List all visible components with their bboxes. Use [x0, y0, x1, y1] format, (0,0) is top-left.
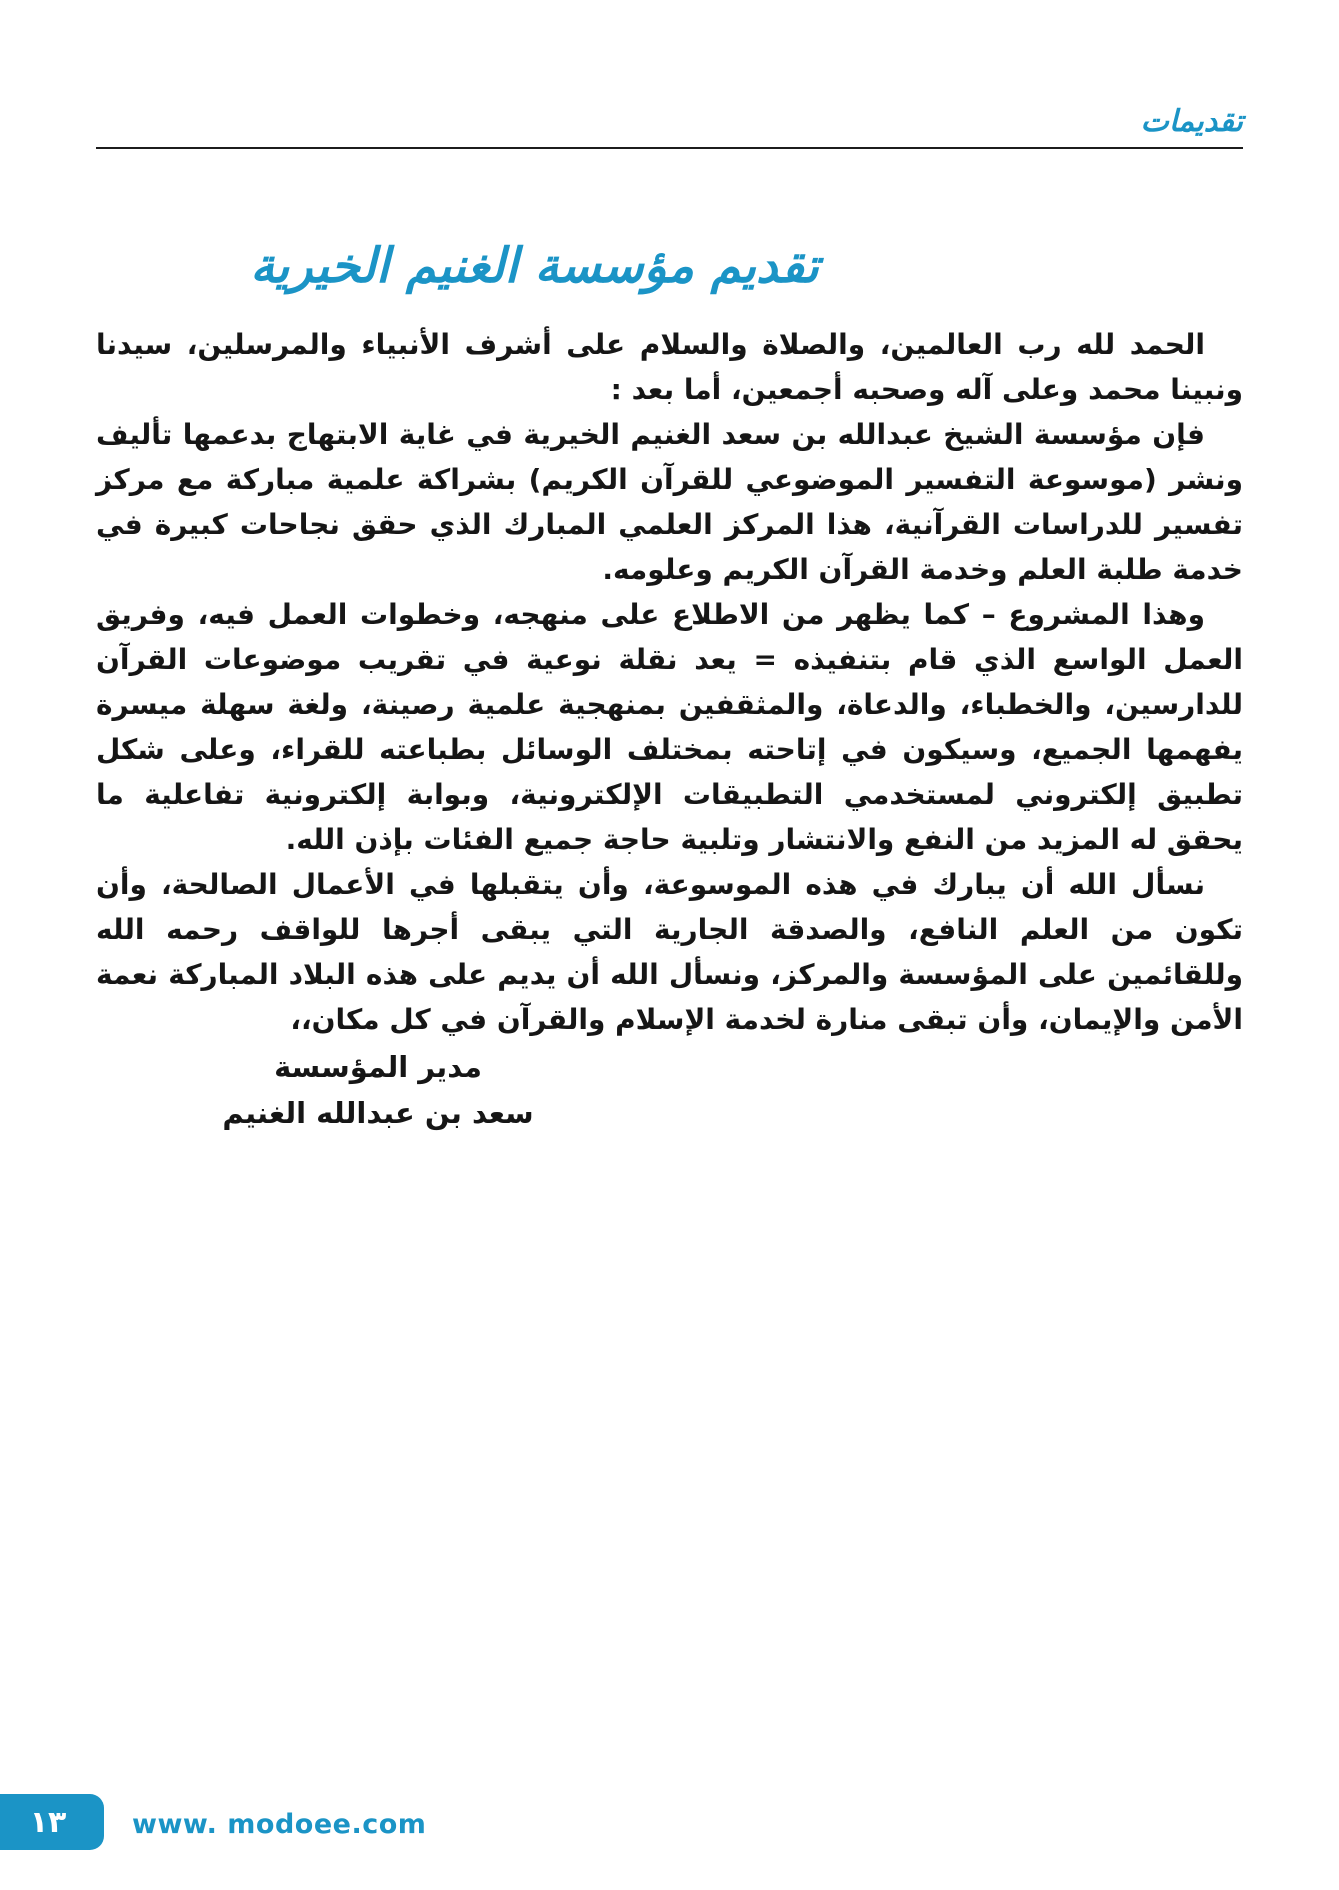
- running-header-label: تقديمات: [1140, 104, 1243, 139]
- signature-block: [213, 1044, 543, 1136]
- header-rule: [96, 147, 1243, 149]
- paragraph-4: نسأل الله أن يبارك في هذه الموسوعة، وأن يتقبلها في الأعمال الصالحة، وأن تكون من العلم النافع، والصدقة الجارية التي يبقى أجرها للواقف رحمه الله وللقائمين على المؤسسة والمركز، ونسأل الله أن يديم على هذه البلاد المباركة نعمة الأمن والإيمان، وأن تبقى منارة لخدمة الإسلام والقرآن في كل مكان،،: [96, 868, 1243, 1036]
- website-url: www. modoee.com: [132, 1809, 427, 1840]
- page-number: ١٣: [29, 1804, 67, 1840]
- page-number-badge: [0, 1794, 104, 1850]
- signature-name: سعد بن عبدالله الغنيم: [222, 1096, 534, 1130]
- signature-role: مدير المؤسسة: [274, 1050, 482, 1084]
- page-header: [96, 104, 1243, 149]
- chapter-title: تقديم مؤسسة الغنيم الخيرية: [250, 238, 819, 294]
- paragraph-1: الحمد لله رب العالمين، والصلاة والسلام على أشرف الأنبياء والمرسلين، سيدنا ونبينا محمد وعلى آله وصحبه أجمعين، أما بعد :: [96, 328, 1243, 406]
- body-text: [96, 322, 1243, 1136]
- paragraph-2: فإن مؤسسة الشيخ عبدالله بن سعد الغنيم الخيرية في غاية الابتهاج بدعمها تأليف ونشر (موسوعة التفسير الموضوعي للقرآن الكريم) بشراكة علمية مباركة مع مركز تفسير للدراسات القرآنية، هذا المركز العلمي المبارك الذي حقق نجاحات كبيرة في خدمة طلبة العلم وخدمة القرآن الكريم وعلومه.: [96, 418, 1243, 586]
- paragraph-3: وهذا المشروع – كما يظهر من الاطلاع على منهجه، وخطوات العمل فيه، وفريق العمل الواسع الذي قام بتنفيذه = يعد نقلة نوعية في تقريب موضوعات القرآن للدارسين، والخطباء، والدعاة، والمثقفين بمنهجية علمية رصينة، ولغة سهلة ميسرة يفهمها الجميع، وسيكون في إتاحته بمختلف الوسائل بطباعته للقراء، وعلى شكل تطبيق إلكتروني لمستخدمي التطبيقات الإلكترونية، وبوابة إلكترونية تفاعلية ما يحقق له المزيد من النفع والانتشار وتلبية حاجة جميع الفئات بإذن الله.: [96, 598, 1243, 856]
